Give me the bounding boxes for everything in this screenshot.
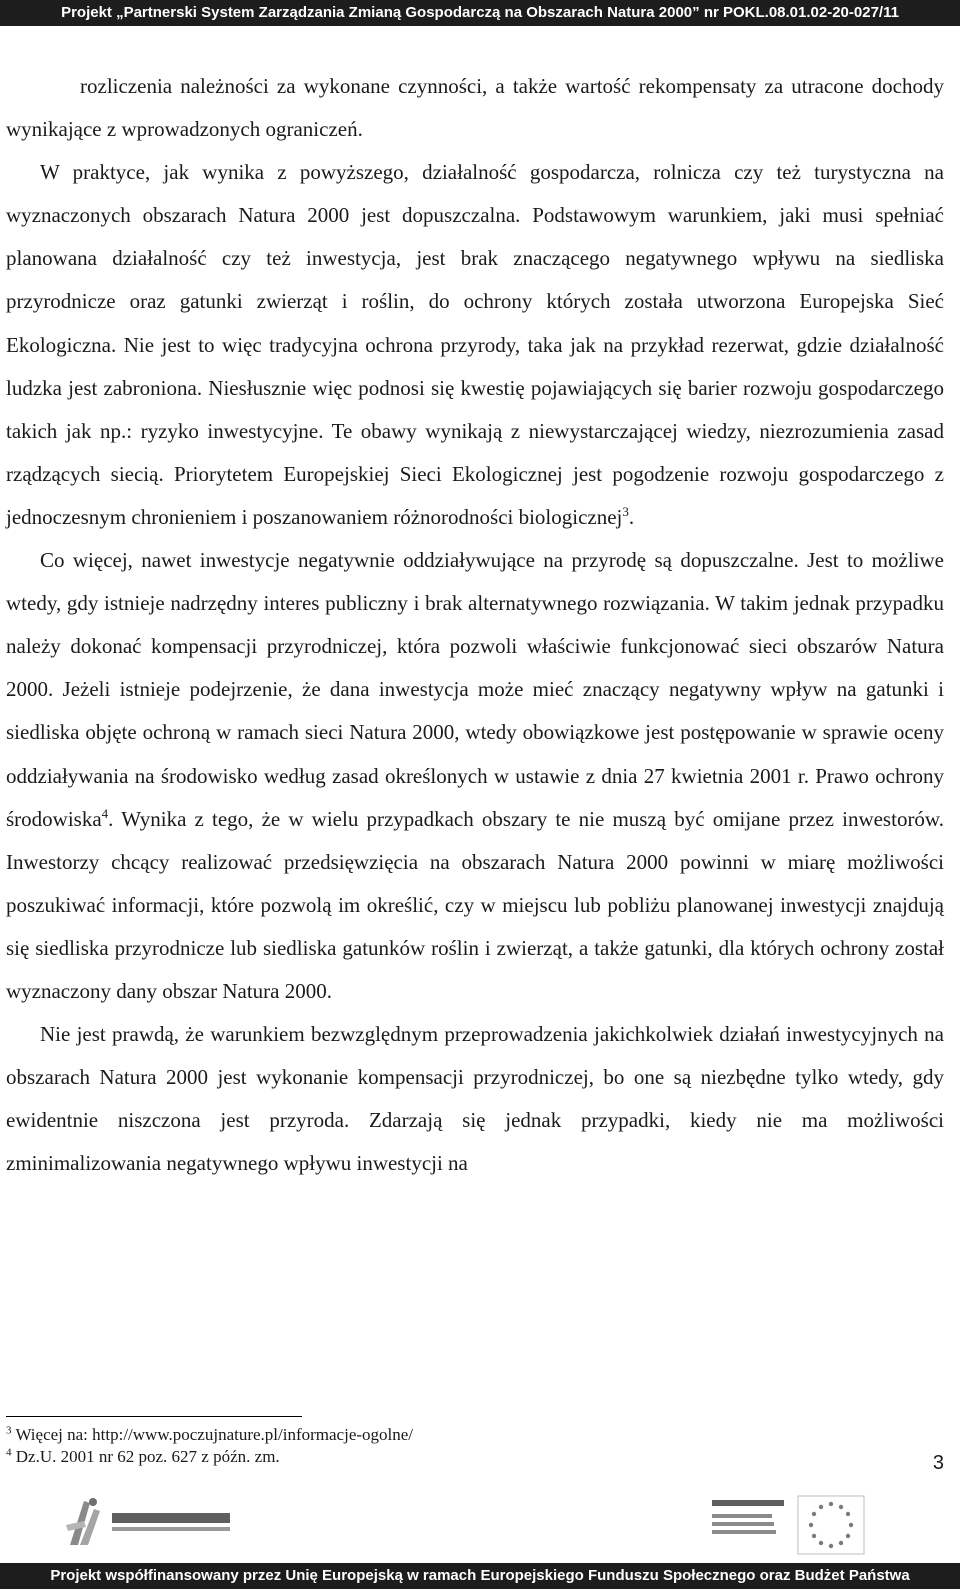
paragraph-2-end: .: [628, 504, 635, 529]
document-body: [6, 65, 944, 1185]
paragraph-3-text: Co więcej, nawet inwestycje negatywnie oddziaływujące na przyrodę są dopuszczalne. Jest to możliwe wtedy, gdy istnieje nadrzędny interes publiczny i brak alternatywnego rozwiązania. W takim jednak przypadku należy dokonać kompensacji przyrodniczej, która pozwoli właściwie funkcjonować sieci obszarów Natura 2000. Jeżeli istnieje podejrzenie, że dana inwestycja może mieć znaczący negatywny wpływ na gatunki i siedliska objęte ochroną w ramach sieci Natura 2000, wtedy obowiązkowe jest postępowanie w sprawie oceny oddziaływania na środowisko według zasad określonych w ustawie z dnia 27 kwietnia 2001 r. Prawo ochrony środowiska: [6, 548, 944, 831]
paragraph-4-text: Nie jest prawdą, że warunkiem bezwzględnym przeprowadzenia jakichkolwiek działań inwestycyjnych na obszarach Natura 2000 jest wykonanie kompensacji przyrodniczej, bo one są niezbędne tylko wtedy, gdy ewidentnie niszczona jest przyroda. Zdarzają się jednak przypadki, kiedy nie ma możliwości zminimalizowania negatywnego wpływu inwestycji na: [6, 1022, 944, 1176]
footnote-text: Dz.U. 2001 nr 62 poz. 627 z późn. zm.: [11, 1447, 280, 1466]
paragraph-1-text: rozliczenia należności za wykonane czynności, a także wartość rekompensaty za utracone dochody wynikające z wprowadzonych ograniczeń.: [6, 74, 944, 142]
footnote-ref-3: 3: [622, 503, 629, 519]
page-header-bar: [0, 0, 960, 26]
footnote-text: Więcej na: http://www.poczujnature.pl/informacje-ogolne/: [11, 1425, 414, 1444]
footnote-number: 3: [6, 1424, 12, 1437]
paragraph-4: [6, 1013, 944, 1185]
page-footer-bar: [0, 1563, 960, 1589]
paragraph-3-continued: . Wynika z tego, że w wielu przypadkach obszary te nie muszą być omijane przez inwestorów. Inwestorzy chcący realizować przedsięwzięcia na obszarach Natura 2000 powinni w miarę możliwości poszukiwać informacji, które pozwolą im określić, czy w miejscu lub pobliżu planowanej inwestycji znajdują się siedliska przyrodnicze lub siedliska gatunków roślin i zwierząt, a także gatunki, dla których ochrony został wyznaczony dany obszar Natura 2000.: [6, 806, 944, 1003]
footer-text: Projekt współfinansowany przez Unię Europejską w ramach Europejskiego Funduszu Społecznego oraz Budżet Państwa: [50, 1567, 910, 1584]
paragraph-3: [6, 539, 944, 1013]
footnote-4: [6, 1446, 906, 1468]
paragraph-2: [6, 151, 944, 539]
header-text: Projekt „Partnerski System Zarządzania Zmianą Gospodarczą na Obszarach Natura 2000” nr POKL.08.01.02-20-027/11: [61, 4, 899, 21]
kapital-ludzki-logo: [64, 1495, 244, 1551]
footnote-number: 4: [6, 1446, 12, 1459]
footnotes: [6, 1424, 906, 1468]
footnote-ref-4: 4: [101, 805, 109, 821]
paragraph-1: [6, 65, 944, 151]
footnote-separator: [6, 1416, 302, 1417]
paragraph-2-text: W praktyce, jak wynika z powyższego, działalność gospodarcza, rolnicza czy też turystyczna na wyznaczonych obszarach Natura 2000 jest dopuszczalna. Podstawowym warunkiem, jaki musi spełniać planowana działalność czy też inwestycja, jest brak znaczącego negatywnego wpływu na siedliska przyrodnicze oraz gatunki zwierząt i roślin, do ochrony których została utworzona Europejska Sieć Ekologiczna. Nie jest to więc tradycyjna ochrona przyrody, taka jak na przykład rezerwat, gdzie działalność ludzka jest zabroniona. Niesłusznie więc podnosi się kwestię pojawiających się barier rozwoju gospodarczego takich jak np.: ryzyko inwestycyjne. Te obawy wynikają z niewystarczającej wiedzy, niezrozumienia zasad rządzących siecią. Priorytetem Europejskiej Sieci Ekologicznej jest pogodzenie rozwoju gospodarczego z jednoczesnym chronieniem i poszanowaniem różnorodności biologicznej: [6, 160, 944, 529]
page-number: 3: [932, 1452, 944, 1474]
footnote-3: [6, 1424, 906, 1446]
eu-efs-logo: [708, 1492, 868, 1558]
